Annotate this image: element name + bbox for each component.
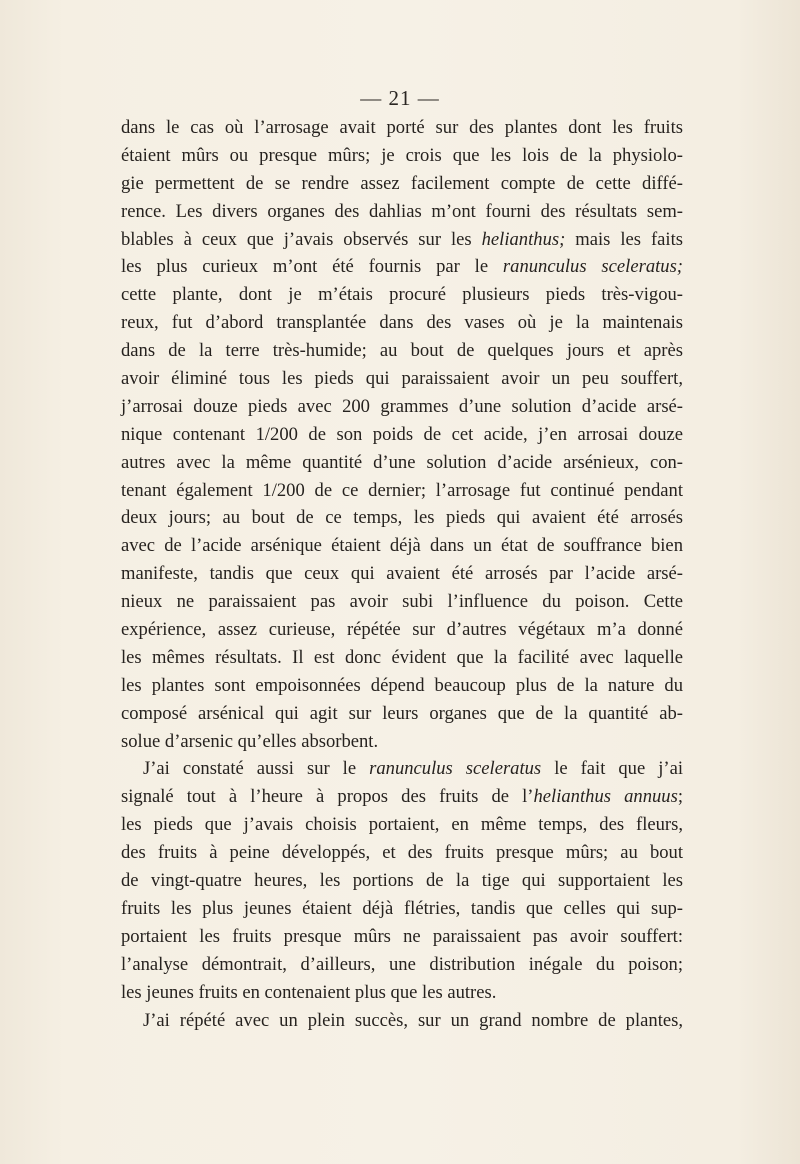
text-line: étaient mûrs ou presque mûrs; je crois que les lois de la physiolo- [121,144,683,166]
text-line: expérience, assez curieuse, répétée sur d’autres végétaux m’a donné [121,619,683,641]
text-segment: blables à ceux que j’avais observés sur les [121,228,482,250]
text-line: cette plante, dont je m’étais procuré plusieurs pieds très-vigou- [121,284,683,306]
italic-term: ranunculus sceleratus; [502,256,684,278]
text-segment: les plus curieux m’ont été fournis par le [121,256,503,278]
text-line [121,755,683,783]
text-line: nieux ne paraissaient pas avoir subi l’influence du poison. Cette [121,591,683,613]
text-line: fruits les plus jeunes étaient déjà flétries, tandis que celles qui sup- [121,897,683,919]
text-line: tenant également 1/200 de ce dernier; l’arrosage fut continué pendant [121,479,683,501]
text-line: autres avec la même quantité d’une solution d’acide arsénieux, con- [121,451,683,473]
text-line: l’analyse démontrait, d’ailleurs, une distribution inégale du poison; [121,953,683,975]
text-segment: le fait que j’ai [541,758,684,780]
italic-term: helianthus; [481,228,566,250]
text-line: j’arrosai douze pieds avec 200 grammes d’une solution d’acide arsé- [121,395,683,417]
text-line: signalé tout à l’heure à propos des fruits de l’helianthus annuus; [121,786,683,808]
text-line: avoir éliminé tous les pieds qui paraissaient avoir un peu souffert, [121,368,683,390]
text-line: les jeunes fruits en contenaient plus que les autres. [121,981,497,1003]
text-line: manifeste, tandis que ceux qui avaient été arrosés par l’acide arsé- [121,563,683,585]
text-line: les pieds que j’avais choisis portaient, en même temps, des fleurs, [121,814,683,836]
italic-term: helianthus annuus [533,786,678,808]
text-line [121,226,683,254]
text-line: des fruits à peine développés, et des fruits presque mûrs; au bout [121,842,683,864]
text-line: les mêmes résultats. Il est donc évident que la facilité avec laquelle [121,646,683,668]
text-line: reux, fut d’abord transplantée dans des vases où je la maintenais [121,312,683,334]
text-line: avec de l’acide arsénique étaient déjà dans un état de souffrance bien [121,535,683,557]
text-line: de vingt-quatre heures, les portions de la tige qui supportaient les [121,870,683,892]
text-line: portaient les fruits presque mûrs ne paraissaient pas avoir souffert: [121,925,683,947]
text-line: rence. Les divers organes des dahlias m’ont fourni des résultats sem- [121,200,683,222]
page-number: — 21 — [360,86,440,110]
text-line: dans de la terre très-humide; au bout de quelques jours et après [121,340,683,362]
text-segment: J’ai constaté aussi sur le [143,758,370,780]
text-line: solue d’arsenic qu’elles absorbent. [121,730,379,752]
text-line: gie permettent de se rendre assez facilement compte de cette diffé- [121,172,683,194]
text-line: dans le cas où l’arrosage avait porté sur des plantes dont les fruits [121,117,683,138]
text-line: J’ai répété avec un plein succès, sur un grand nombre de plantes, [143,1009,683,1031]
text-line: les plantes sont empoisonnées dépend beaucoup plus de la nature du [121,674,683,696]
text-line [121,253,683,281]
italic-term: ranunculus sceleratus [369,758,542,780]
text-line: nique contenant 1/200 de son poids de cet acide, j’en arrosai douze [121,423,683,445]
text-segment: mais les faits [565,228,683,250]
body-text [121,114,683,1034]
text-line: deux jours; au bout de ce temps, les pieds qui avaient été arrosés [121,507,683,529]
text-line: composé arsénical qui agit sur leurs organes que de la quantité ab- [121,702,683,724]
